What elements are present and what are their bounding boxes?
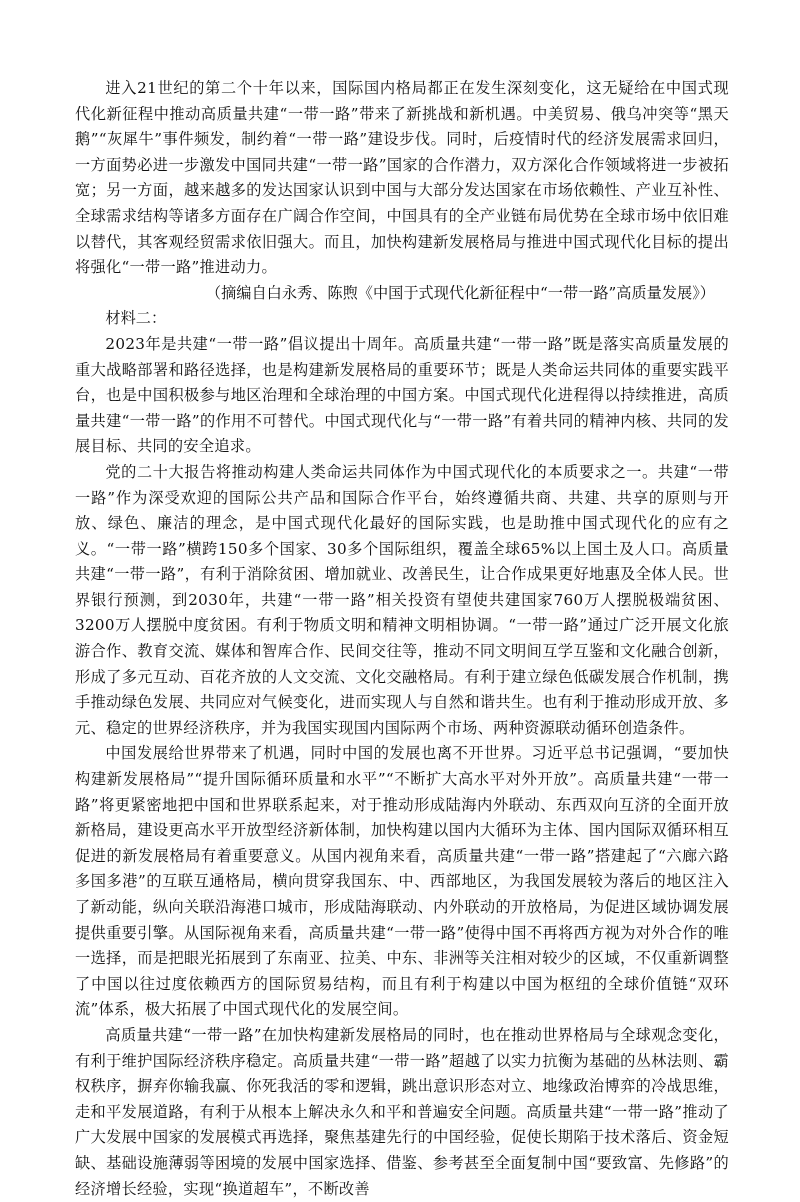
- source-citation: （摘编自白永秀、陈煦《中国于式现代化新征程中“一带一路”高质量发展》）: [205, 283, 715, 302]
- paragraph-3: 党的二十大报告将推动构建人类命运共同体作为中国式现代化的本质要求之一。共建“一带一路”作为深受欢迎的国际公共产品和国际合作平台，始终遵循共商、共建、共享的原则与开放、绿色、廉洁的理念，是中国式现代化最好的国际实践，也是助推中国式现代化的应有之义。“一带一路”横跨150多个国家、30多个国际组织，覆盖全球65%以上国土及人口。高质量共建“一带一路”，有利于消除贫困、增加就业、改善民生，让合作成果更好地惠及全体人民。世界银行预测，到2030年，共建“一带一路”相关投资有望使共建国家760万人摆脱极端贫困、3200万人摆脱中度贫困。有利于物质文明和精神文明相协调。“一带一路”通过广泛开展文化旅游合作、教育交流、媒体和智库合作、民间交往等，推动不同文明间互学互鉴和文化融合创新，形成了多元互动、百花齐放的人文交流、文化交融格局。有利于建立绿色低碳发展合作机制，携手推动绿色发展、共同应对气候变化，进而实现人与自然和谐共生。也有利于推动形成开放、多元、稳定的世界经济秩序，并为我国实现国内国际两个市场、两种资源联动循环创造条件。: [75, 462, 729, 737]
- paragraph-1: 进入21世纪的第二个十年以来，国际国内格局都正在发生深刻变化，这无疑给在中国式现代化新征程中推动高质量共建“一带一路”带来了新挑战和新机遇。中美贸易、俄乌冲突等“黑天鹅”“灰犀牛”事件频发，制约着“一带一路”建设步伐。同时，后疫情时代的经济发展需求回归，一方面势必进一步激发中国同共建“一带一路”国家的合作潜力，双方深化合作领域将进一步被拓宽；另一方面，越来越多的发达国家认识到中国与大部分发达国家在市场依赖性、产业互补性、全球需求结构等诸多方面存在广阔合作空间，中国具有的全产业链布局优势在全球市场中依旧难以替代，其客观经贸需求依旧强大。而且，加快构建新发展格局与推进中国式现代化目标的提出将强化“一带一路”推进动力。: [75, 79, 729, 277]
- section-heading: 材料二：: [105, 309, 167, 328]
- paragraph-4: 中国发展给世界带来了机遇，同时中国的发展也离不开世界。习近平总书记强调，“要加快构建新发展格局”“提升国际循环质量和水平”“不断扩大高水平对外开放”。高质量共建“一带一路”将更紧密地把中国和世界联系起来，对于推动形成陆海内外联动、东西双向互济的全面开放新格局，建设更高水平开放型经济新体制，加快构建以国内大循环为主体、国内国际双循环相互促进的新发展格局有着重要意义。从国内视角来看，高质量共建“一带一路”搭建起了“六廊六路多国多港”的互联互通格局，横向贯穿我国东、中、西部地区，为我国发展较为落后的地区注入了新动能，纵向关联沿海港口城市，形成陆海联动、内外联动的开放格局，为促进区域协调发展提供重要引擎。从国际视角来看，高质量共建“一带一路”使得中国不再将西方视为对外合作的唯一选择，而是把眼光拓展到了东南亚、拉美、中东、非洲等关注相对较少的区域，不仅重新调整了中国以往过度依赖西方的国际贸易结构，而且有利于构建以中国为枢纽的全球价值链“双环流”体系，极大拓展了中国式现代化的发展空间。: [75, 744, 729, 1019]
- paragraph-5: 高质量共建“一带一路”在加快构建新发展格局的同时，也在推动世界格局与全球观念变化，有利于维护国际经济秩序稳定。高质量共建“一带一路”超越了以实力抗衡为基础的丛林法则、霸权秩序，摒弃你输我赢、你死我活的零和逻辑，跳出意识形态对立、地缘政治博弈的冷战思维，走和平发展道路，有利于从根本上解决永久和平和普遍安全问题。高质量共建“一带一路”推动了广大发展中国家的发展模式再选择，聚焦基建先行的中国经验，促使长期陷于技术落后、资金短缺、基础设施薄弱等困境的发展中国家选择、借鉴、参考甚至全面复制中国“要致富、先修路”的经济增长经验，实现“换道超车”，不断改善: [75, 1025, 729, 1198]
- paragraph-2: 2023年是共建“一带一路”倡议提出十周年。高质量共建“一带一路”既是落实高质量发展的重大战略部署和路径选择，也是构建新发展格局的重要环节；既是人类命运共同体的重要实践平台，也是中国积极参与地区治理和全球治理的中国方案。中国式现代化进程得以持续推进，高质量共建“一带一路”的作用不可替代。中国式现代化与“一带一路”有着共同的精神内核、共同的发展目标、共同的安全追求。: [75, 334, 729, 456]
